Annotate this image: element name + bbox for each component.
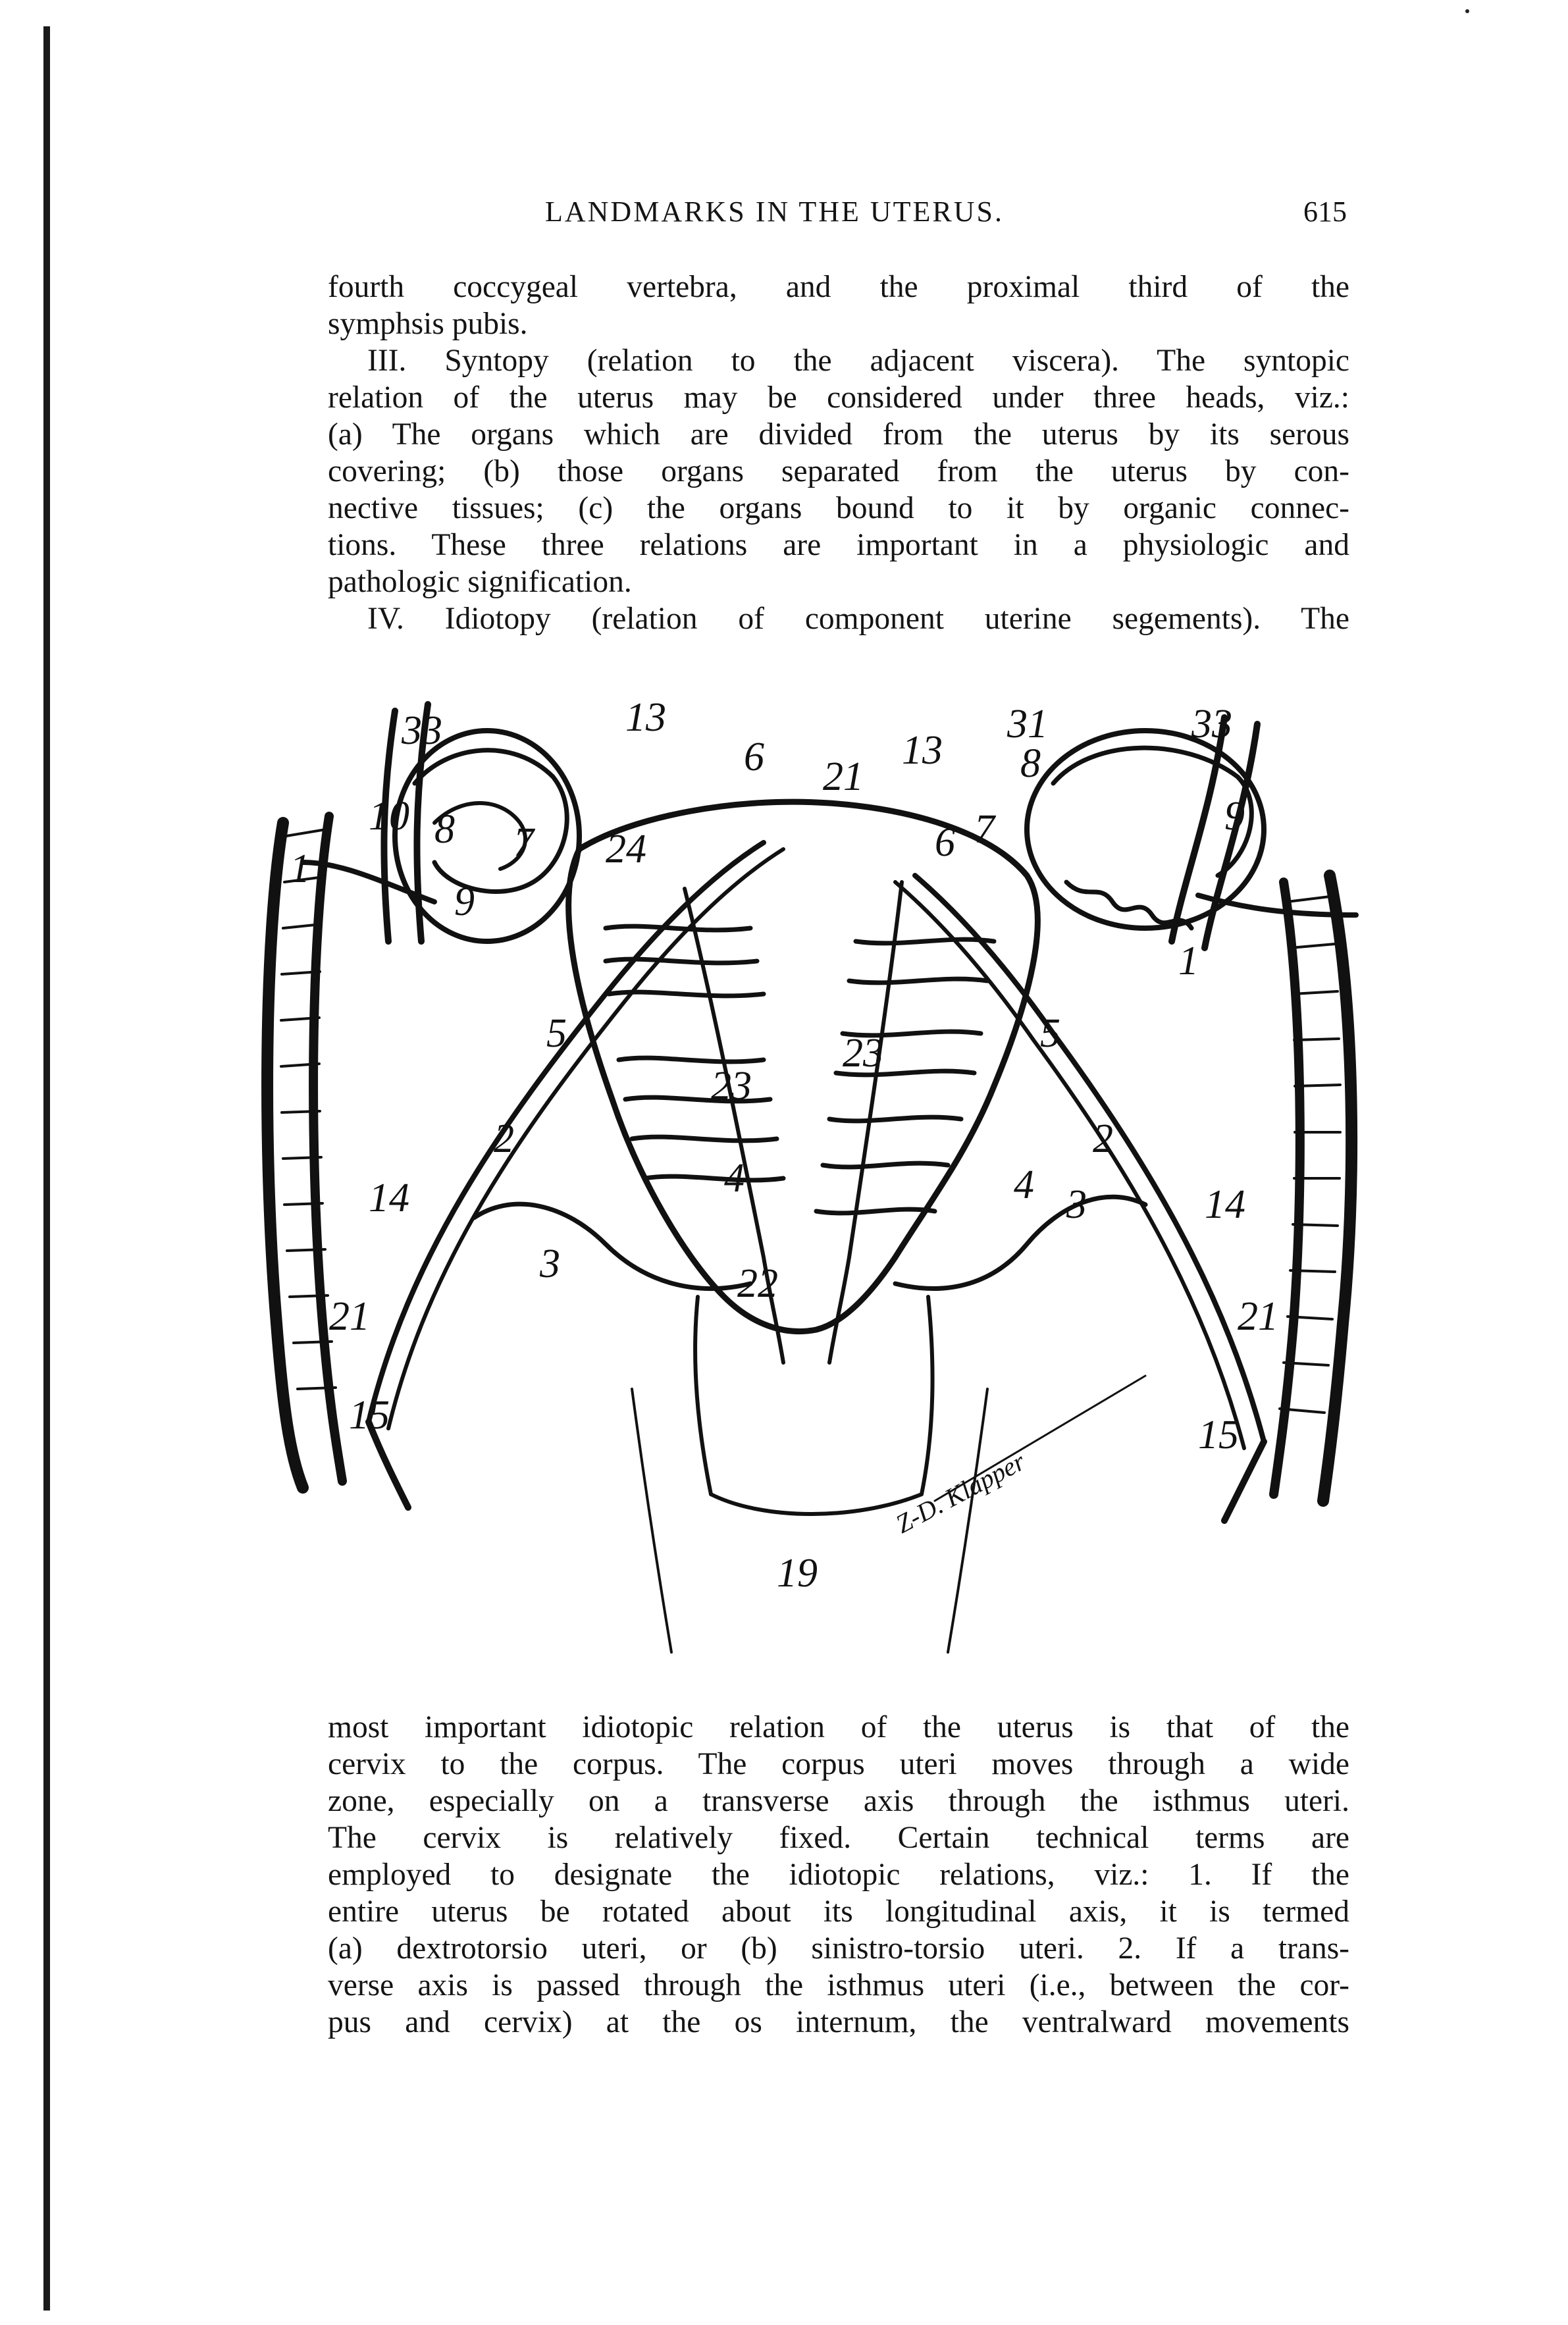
figure-callout-label: 14: [1205, 1182, 1245, 1227]
figure-callout-label: 1: [1178, 939, 1199, 983]
figure-callout-label: 33: [1191, 702, 1232, 746]
running-head: [328, 195, 1347, 234]
figure-callout-label: 21: [329, 1294, 370, 1339]
figure-callout-label: 23: [843, 1031, 883, 1076]
figure-callout-label: 4: [1014, 1162, 1034, 1207]
figure-callout-label: 6: [935, 820, 955, 865]
text-line: III. Syntopy (relation to the adjacent viscera). The syntopic: [367, 344, 1349, 378]
text-line: tions. These three relations are important in a physiologic and: [328, 528, 1349, 562]
text-line: (a) The organs which are divided from the uterus by its serous: [328, 417, 1349, 452]
figure-callout-label: 7: [513, 820, 534, 865]
text-line: verse axis is passed through the isthmus uteri (i.e., between the cor-: [328, 1968, 1349, 2002]
print-speck: [1465, 9, 1469, 13]
figure-callout-label: 10: [369, 794, 409, 839]
figure-callout-label: 33: [402, 708, 442, 753]
text-line: symphsis pubis.: [328, 307, 528, 341]
figure-callout-label: 22: [737, 1261, 778, 1306]
figure-signature: Z-D. Klapper: [891, 1446, 1030, 1539]
figure-callout-label: 3: [1066, 1182, 1087, 1227]
figure-callout-label: 15: [349, 1393, 390, 1438]
text-line: pathologic signification.: [328, 565, 632, 599]
text-line: pus and cervix) at the os internum, the ventralward movements: [328, 2005, 1349, 2039]
text-line: The cervix is relatively fixed. Certain technical terms are: [328, 1821, 1349, 1855]
text-line: cervix to the corpus. The corpus uteri moves through a wide: [328, 1747, 1349, 1781]
figure-callout-label: 2: [494, 1116, 514, 1161]
text-line: relation of the uterus may be considered under three heads, viz.:: [328, 380, 1349, 415]
figure-callout-label: 5: [546, 1011, 567, 1056]
figure-callout-label: 13: [625, 695, 666, 740]
figure-callout-label: 5: [1040, 1011, 1060, 1056]
figure-callout-label: 8: [1020, 741, 1041, 786]
text-line: fourth coccygeal vertebra, and the proximal third of the: [328, 270, 1349, 304]
binding-edge: [43, 26, 50, 2311]
running-title: LANDMARKS IN THE UTERUS.: [545, 196, 1004, 228]
uterus-vessel-illustration: [237, 665, 1376, 1679]
anatomical-figure: [237, 665, 1376, 1679]
figure-callout-label: 21: [823, 754, 864, 799]
top-text-block: [328, 269, 1349, 637]
figure-callout-label: 14: [369, 1176, 409, 1220]
figure-callout-label: 8: [434, 807, 455, 852]
figure-callout-label: 31: [1007, 702, 1048, 746]
text-line: nective tissues; (c) the organs bound to it by organic connec-: [328, 491, 1349, 525]
figure-callout-label: 7: [974, 807, 995, 852]
text-line: employed to designate the idiotopic relations, viz.: 1. If the: [328, 1858, 1349, 1892]
figure-callout-label: 3: [540, 1241, 560, 1286]
text-line: most important idiotopic relation of the uterus is that of the: [328, 1710, 1349, 1744]
text-line: (a) dextrotorsio uteri, or (b) sinistro-torsio uteri. 2. If a trans-: [328, 1931, 1349, 1966]
figure-callout-label: 23: [711, 1064, 752, 1109]
text-line: covering; (b) those organs separated from the uterus by con-: [328, 454, 1349, 488]
figure-callout-label: 15: [1198, 1413, 1239, 1457]
figure-callout-label: 6: [744, 735, 764, 779]
bottom-text-block: [328, 1709, 1349, 2041]
figure-callout-label: 1: [290, 847, 310, 891]
figure-callout-label: 19: [777, 1551, 818, 1596]
figure-callout-label: 13: [902, 728, 943, 773]
page-number: 615: [1303, 196, 1347, 228]
figure-callout-label: 2: [1093, 1116, 1113, 1161]
figure-callout-label: 9: [454, 879, 475, 924]
text-line: IV. Idiotopy (relation of component uterine segements). The: [367, 602, 1349, 636]
figure-callout-label: 24: [606, 827, 646, 872]
figure-callout-label: 9: [1224, 794, 1245, 839]
text-line: zone, especially on a transverse axis through the isthmus uteri.: [328, 1784, 1349, 1818]
figure-callout-label: 21: [1238, 1294, 1278, 1339]
figure-callout-label: 4: [724, 1156, 745, 1201]
text-line: entire uterus be rotated about its longitudinal axis, it is termed: [328, 1894, 1349, 1929]
